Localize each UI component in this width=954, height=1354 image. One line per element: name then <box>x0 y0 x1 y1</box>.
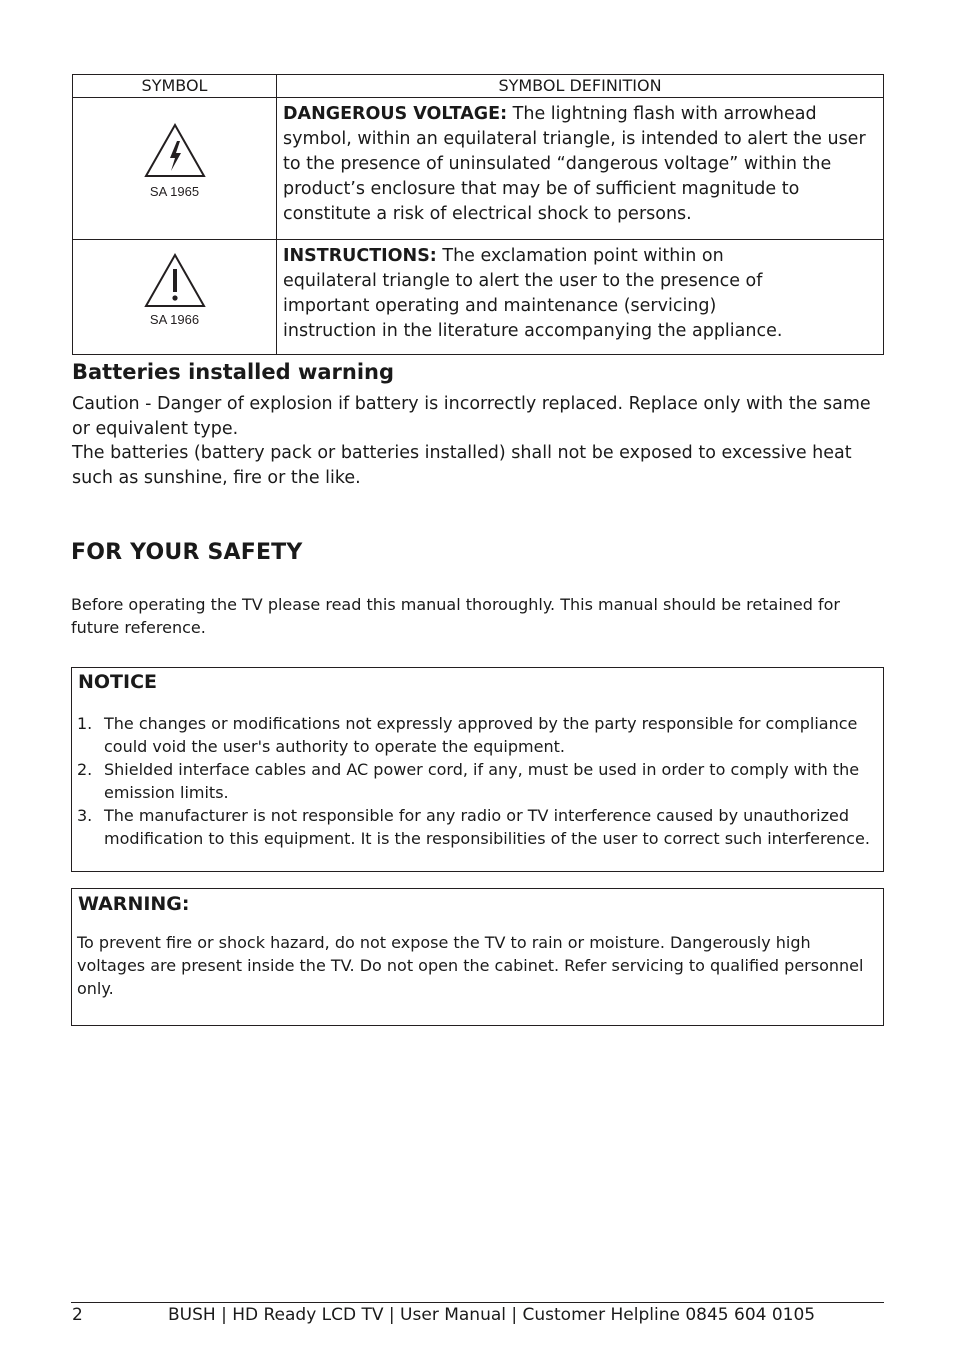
header-symbol: SYMBOL <box>73 75 277 98</box>
notice-heading: NOTICE <box>78 671 158 693</box>
footer-divider <box>71 1302 884 1303</box>
symbol-code: SA 1965 <box>149 184 200 199</box>
definition-line: equilateral triangle to alert the user to the presence of <box>283 271 763 291</box>
list-number: 1. <box>77 714 93 733</box>
notice-box <box>71 667 884 872</box>
definition-cell <box>277 98 884 240</box>
safety-heading: FOR YOUR SAFETY <box>71 540 303 565</box>
definition-term: INSTRUCTIONS: <box>283 246 437 266</box>
notice-list <box>77 712 877 850</box>
safety-intro: Before operating the TV please read this manual thoroughly. This manual should be retained for future reference. <box>71 595 840 637</box>
list-number: 3. <box>77 806 93 825</box>
warning-box <box>71 888 884 1026</box>
list-text: The manufacturer is not responsible for any radio or TV interference caused by unauthorized modification to this equipment. It is the responsibilities of the user to correct such interference. <box>104 806 870 848</box>
symbol-cell <box>73 98 277 240</box>
header-definition: SYMBOL DEFINITION <box>277 75 884 98</box>
definition-text: The lightning flash with arrowhead symbol, within an equilateral triangle, is intended to alert the user to the presence of uninsulated “dangerous voltage” within the product’s enclosure that may be of sufficient magnitude to constitute a risk of electrical shock to persons. <box>283 104 866 224</box>
page-number: 2 <box>72 1305 83 1325</box>
definition-line: important operating and maintenance (servicing) <box>283 296 717 316</box>
symbol-code: SA 1966 <box>149 312 200 327</box>
list-item <box>77 712 877 758</box>
table-row <box>73 240 884 355</box>
definition-line: The exclamation point within on <box>436 246 724 266</box>
exclamation-triangle-icon <box>143 252 207 308</box>
batteries-heat: The batteries (battery pack or batteries installed) shall not be exposed to excessive heat such as sunshine, fire or the like. <box>72 443 852 488</box>
list-text: Shielded interface cables and AC power cord, if any, must be used in order to comply with the emission limits. <box>104 760 860 802</box>
warning-heading: WARNING: <box>78 893 190 915</box>
footer-text: BUSH | HD Ready LCD TV | User Manual | Customer Helpline 0845 604 0105 <box>168 1305 816 1325</box>
table-row <box>73 98 884 240</box>
batteries-caution: Caution - Danger of explosion if battery is incorrectly replaced. Replace only with the same or equivalent type. <box>72 394 871 439</box>
definition-line: instruction in the literature accompanying the appliance. <box>283 321 783 341</box>
symbol-cell <box>73 240 277 355</box>
definition-term: DANGEROUS VOLTAGE: <box>283 104 508 124</box>
batteries-heading: Batteries installed warning <box>72 360 395 384</box>
list-number: 2. <box>77 760 93 779</box>
symbol-table-header <box>73 75 884 98</box>
definition-cell <box>277 240 884 355</box>
list-text: The changes or modifications not expressly approved by the party responsible for compliance could void the user's authority to operate the equipment. <box>104 714 858 756</box>
list-item <box>77 804 877 850</box>
list-item <box>77 758 877 804</box>
symbol-table <box>72 74 884 355</box>
lightning-triangle-icon <box>143 122 207 178</box>
batteries-text <box>72 392 887 490</box>
warning-text: To prevent fire or shock hazard, do not expose the TV to rain or moisture. Dangerously high voltages are present inside the TV. Do not open the cabinet. Refer servicing to qualified personnel only. <box>77 933 864 998</box>
